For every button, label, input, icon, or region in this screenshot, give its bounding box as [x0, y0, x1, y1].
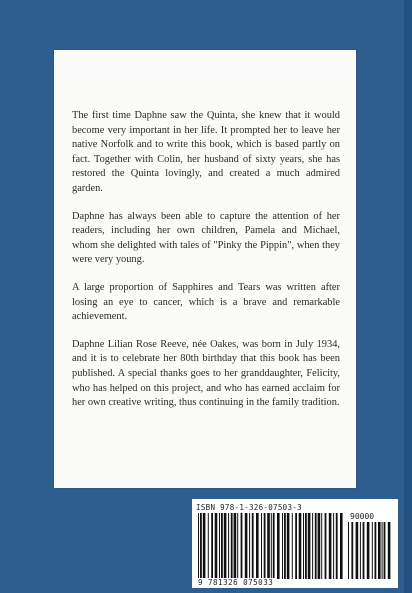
isbn-label: ISBN 978-1-326-07503-3 [196, 503, 302, 512]
blurb-paragraph-1: The first time Daphne saw the Quinta, she knew that it would become very important in her life. It prompted her to leave her native Norfolk and to write this book, which is based partly on fact. Together with Colin, her husband of sixty years, she has restored the Quinta lovingly, and created a much admired garden. [72, 110, 340, 194]
blurb-paragraph-4: Daphne Lilian Rose Reeve, née Oakes, was born in July 1934, and it is to celebrate her 80th birthday that this book has been published. A special thanks goes to her granddaughter, Felicity, who has helped on this project, and who has earned acclaim for her own creative writing, thus continuing in the family tradition. [72, 338, 340, 409]
cover-edge [404, 0, 412, 593]
ean-digits: 9 781326 075033 [198, 578, 274, 587]
blurb-paragraph-3: A large proportion of Sapphires and Tears was written after losing an eye to cancer, which is a brave and remarkable achievement. [72, 281, 340, 323]
barcode-bars-main [198, 513, 343, 579]
isbn-barcode [192, 499, 398, 588]
blurb-text [72, 109, 340, 424]
barcode-bars-addon [348, 522, 392, 579]
blurb-panel [54, 50, 356, 488]
addon-price: 90000 [350, 512, 375, 521]
blurb-paragraph-2: Daphne has always been able to capture the attention of her readers, including her own children, Pamela and Michael, whom she delighted with tales of "Pinky the Pippin", when they were very young. [72, 210, 340, 266]
